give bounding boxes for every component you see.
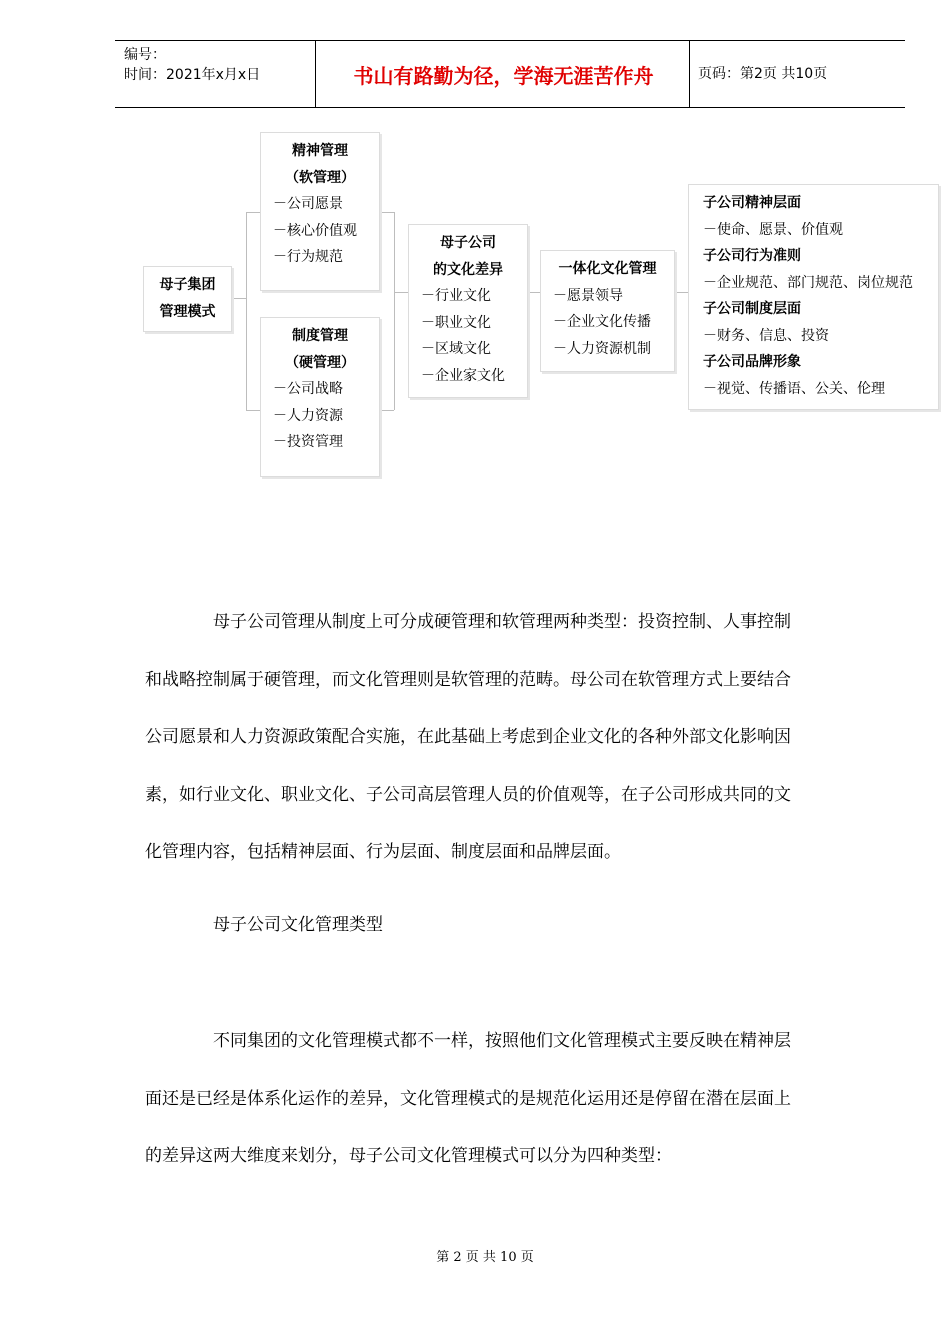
section-heading — [145, 897, 875, 955]
soft-box-subtitle: （软管理） — [285, 169, 355, 186]
connector — [528, 292, 540, 293]
list-item: －公司愿景 — [273, 196, 343, 212]
list-item: －核心价值观 — [273, 222, 357, 239]
connector — [394, 212, 395, 410]
diff-box-line2: 的文化差异 — [433, 261, 503, 278]
time-label: 时间：2021年x月x日 — [124, 67, 261, 83]
list-item: －行业文化 — [421, 288, 491, 304]
paragraph-line: 化管理内容，包括精神层面、行为层面、制度层面和品牌层面。 — [145, 842, 621, 862]
connector — [246, 212, 260, 213]
list-item: －区域文化 — [421, 341, 491, 357]
subsidiary-levels-box — [688, 184, 939, 410]
list-item: －愿景领导 — [553, 287, 623, 304]
sub-section-title: 子公司制度层面 — [703, 301, 801, 317]
hard-management-box — [260, 317, 380, 477]
hard-box-subtitle: （硬管理） — [285, 354, 355, 371]
list-item: －视觉、传播语、公关、伦理 — [703, 380, 885, 397]
paragraph-line: 母子公司管理从制度上可分成硬管理和软管理两种类型：投资控制、人事控制 — [213, 612, 791, 632]
list-item: －人力资源 — [273, 407, 343, 424]
soft-box-title: 精神管理 — [292, 143, 348, 159]
page-footer: 第 2 页 共 10 页 — [436, 1250, 534, 1265]
sub-section-title: 子公司精神层面 — [703, 195, 801, 211]
mode-box — [143, 266, 232, 332]
number-label: 编号： — [124, 47, 166, 63]
hard-box-title: 制度管理 — [292, 328, 348, 344]
paragraph-line: 的差异这两大维度来划分，母子公司文化管理模式可以分为四种类型： — [145, 1146, 672, 1166]
connector — [380, 410, 394, 411]
paragraph-line: 面还是已经是体系化运作的差异，文化管理模式的是规范化运用还是停留在潜在层面上 — [145, 1088, 791, 1109]
connector — [246, 212, 247, 410]
list-item: －财务、信息、投资 — [703, 327, 829, 344]
list-item: －企业文化传播 — [553, 314, 651, 330]
mode-box-line1: 母子集团 — [159, 277, 216, 293]
paragraph-1 — [145, 594, 875, 882]
list-item: －使命、愿景、价值观 — [703, 221, 843, 238]
soft-management-box — [260, 132, 380, 291]
list-item: －企业家文化 — [421, 367, 505, 384]
connector — [380, 212, 394, 213]
paragraph-line: 不同集团的文化管理模式都不一样，按照他们文化管理模式主要反映在精神层 — [213, 1031, 791, 1051]
list-item: －职业文化 — [421, 314, 491, 331]
list-item: －企业规范、部门规范、岗位规范 — [703, 274, 913, 291]
connector — [675, 292, 688, 293]
header-motto: 书山有路勤为径，学海无涯苦作舟 — [353, 63, 654, 88]
list-item: －投资管理 — [273, 434, 343, 450]
integ-box-title: 一体化文化管理 — [558, 261, 657, 277]
connector — [232, 298, 246, 299]
connector — [246, 410, 260, 411]
header-divider-right — [689, 41, 690, 107]
integrated-culture-box — [540, 250, 675, 372]
list-item: －公司战略 — [273, 381, 343, 397]
connector — [394, 292, 408, 293]
header-divider-left — [315, 41, 316, 107]
sub-section-title: 子公司行为准则 — [703, 248, 801, 264]
paragraph-line: 公司愿景和人力资源政策配合实施，在此基础上考虑到企业文化的各种外部文化影响因 — [145, 727, 791, 747]
paragraph-2 — [145, 1013, 875, 1186]
list-item: －行为规范 — [273, 249, 343, 265]
header-page-label: 页码：第2页 共10页 — [698, 66, 828, 82]
paragraph-line: 素，如行业文化、职业文化、子公司高层管理人员的价值观等，在子公司形成共同的文 — [145, 784, 791, 805]
heading-text: 母子公司文化管理类型 — [213, 915, 383, 935]
sub-section-title: 子公司品牌形象 — [703, 354, 801, 370]
culture-difference-box — [408, 224, 528, 398]
list-item: －人力资源机制 — [553, 340, 651, 357]
diff-box-line1: 母子公司 — [440, 235, 496, 251]
document-header — [115, 40, 905, 108]
header-meta — [124, 45, 260, 85]
paragraph-line: 和战略控制属于硬管理，而文化管理则是软管理的范畴。母公司在软管理方式上要结合 — [145, 669, 791, 690]
mode-box-line2: 管理模式 — [159, 304, 216, 320]
